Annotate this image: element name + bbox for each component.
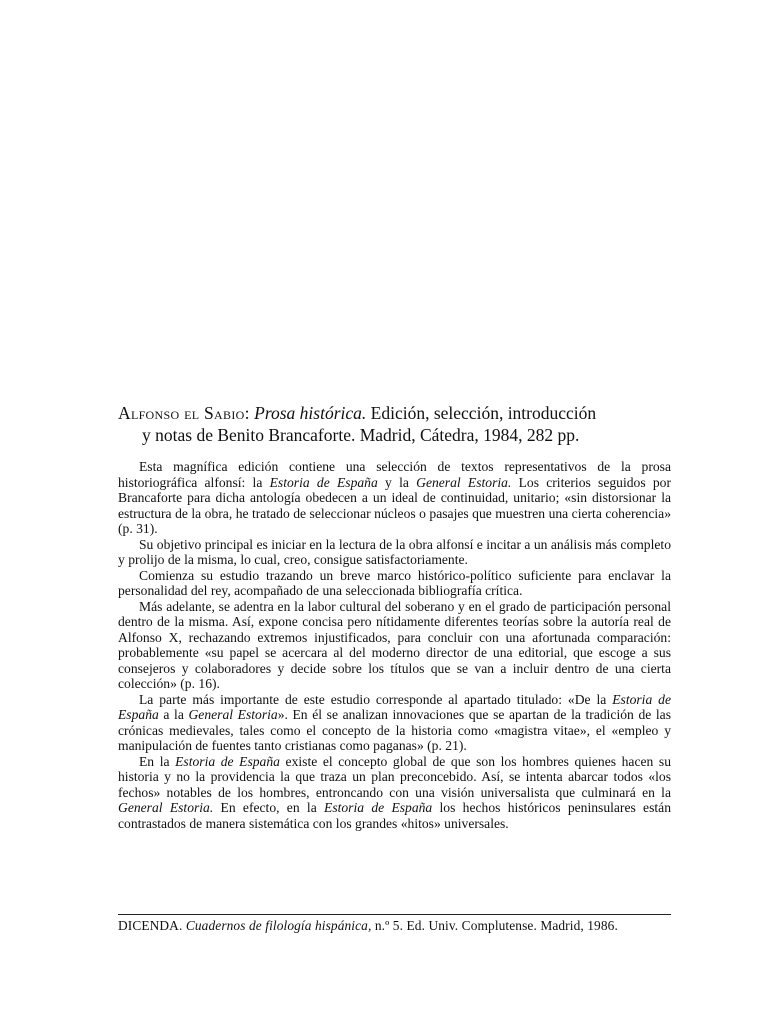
italic-title-text: Estoria de España: [118, 691, 671, 722]
paragraph-text: Más adelante, se adentra en la labor cultural del soberano y en el grado de participación personal dentro de la misma. Así, expone concisa pero nítidamente diferentes teorías sobre la autoría real de Alfonso X, rechazando extremos injustificados, para concluir con una afortunada comparación: probablemente «su papel se acercara al del moderno director de una editorial, que escoge a sus consejeros y colaboradores y decide sobre los títulos que se van a incluir dentro de una cierta colección» (p. 16).: [118, 598, 671, 691]
paragraph-text: En la: [139, 753, 176, 769]
journal-footer: [118, 918, 671, 934]
paragraph-text: Los criterios seguidos por Brancaforte para dicha antología obedecen a un ideal de continuidad, unitario; «sin distorsionar la estructura de la obra, he tratado de seleccionar núcleos o pasajes que muestren una cierta coherencia» (p. 31).: [118, 474, 671, 536]
book-details-line1: Edición, selección, introducción: [366, 403, 597, 423]
paragraph: [118, 599, 671, 692]
paragraph-text: y la: [377, 474, 417, 490]
book-title: Prosa histórica.: [254, 403, 367, 423]
review-body: [118, 459, 671, 831]
paragraph-text: a la: [158, 707, 189, 722]
paragraph: [118, 692, 671, 754]
footer-rule: [118, 914, 671, 915]
author-name: Alfonso el Sabio:: [118, 403, 250, 423]
italic-title-text: General Estoria.: [118, 800, 214, 815]
italic-title-text: Estoria de España: [175, 753, 280, 769]
italic-title-text: Estoria de España: [269, 474, 378, 490]
journal-subtitle: Cuadernos de filología hispánica,: [185, 918, 372, 933]
paragraph: [118, 459, 671, 537]
italic-title-text: General Estoria.: [416, 474, 512, 490]
paragraph-text: existe el concepto global de que son los hombres quienes hacen su historia y no la providencia la que traza un plan preconcebido. Así, se intenta abarcar todos «los fechos» notables de los hombres, entroncando con una visión universalista que culminará en la: [118, 753, 671, 800]
journal-details: n.º 5. Ed. Univ. Complutense. Madrid, 1986.: [371, 918, 618, 933]
review-heading: [118, 402, 678, 446]
italic-title-text: Estoria de España: [324, 800, 433, 815]
paragraph-text: En efecto, en la: [213, 800, 325, 815]
book-details-line2: y notas de Benito Brancaforte. Madrid, Cátedra, 1984, 282 pp.: [142, 425, 580, 445]
paragraph-text: Esta magnífica edición contiene una selección de textos representativos de la prosa historiográfica alfonsí: la: [118, 459, 671, 490]
paragraph-text: Comienza su estudio trazando un breve marco histórico-político suficiente para enclavar la personalidad del rey, acompañado de una seleccionada bibliografía crítica.: [118, 567, 671, 598]
paragraph: [118, 568, 671, 599]
paragraph: [118, 754, 671, 832]
paragraph-text: Su objetivo principal es iniciar en la lectura de la obra alfonsí e incitar a un análisis más completo y prolijo de la misma, lo cual, creo, consigue satisfactoriamente.: [118, 536, 671, 567]
paragraph: [118, 537, 671, 568]
paragraph-text: ». En él se analizan innovaciones que se apartan de la tradición de las crónicas medievales, tales como el concepto de la historia como «magistra vitae», el «empleo y manipulación de fuentes tanto cristianas como paganas» (p. 21).: [118, 707, 671, 753]
journal-name: DICENDA.: [118, 918, 183, 933]
paragraph-text: La parte más importante de este estudio corresponde al apartado titulado: «De la: [139, 691, 613, 707]
italic-title-text: General Estoria: [188, 707, 278, 722]
paragraph-text: los hechos históricos peninsulares están contrastados de manera sistemática con los grandes «hitos» universales.: [118, 800, 671, 831]
